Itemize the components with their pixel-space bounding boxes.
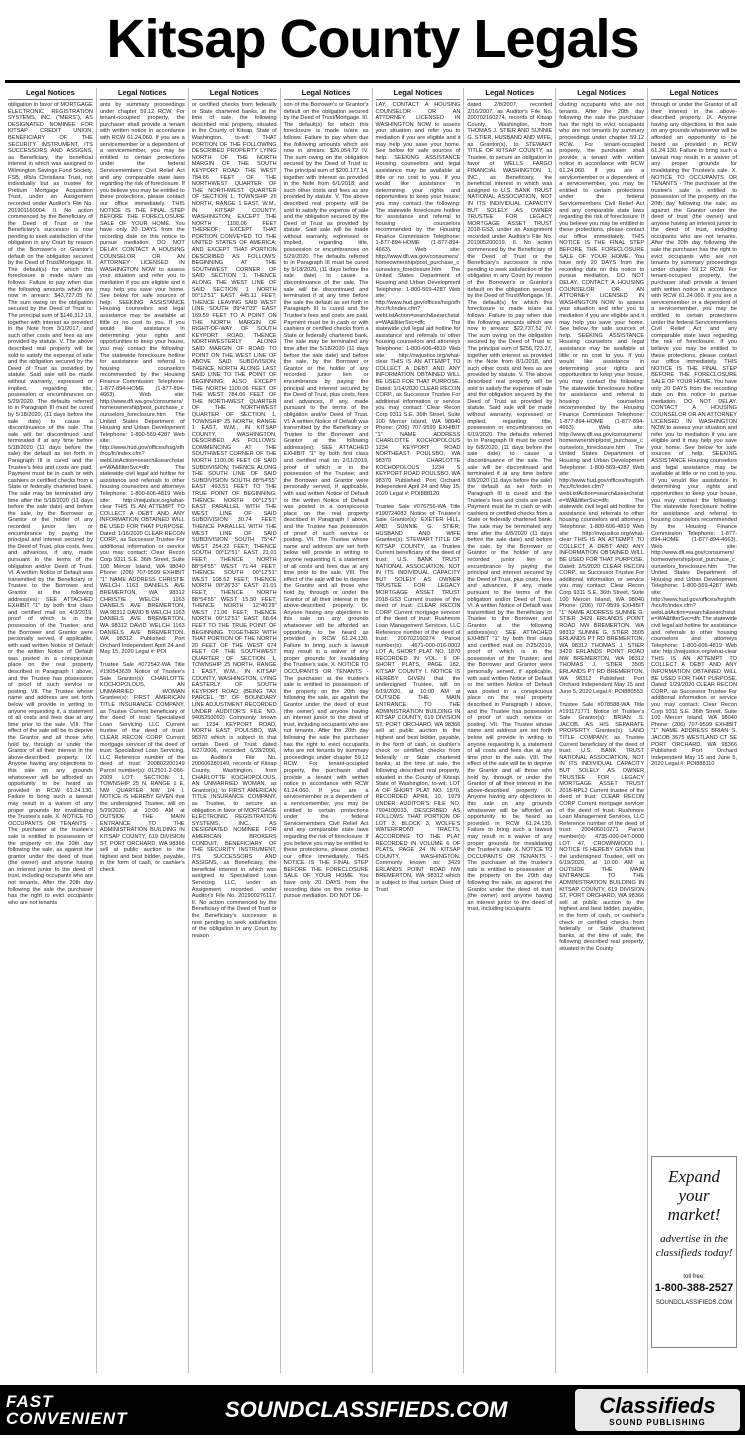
column-6 [464,88,556,1373]
column-text: through or under the Grantor of all their interest in the above-described property. IX. Anyone having any objections to this sale on any grounds whatsoever will be afforded an opportunity to be heard as provided in RCW 61.24.130. Failure to bring such a lawsuit may result in a waiver of any proper grounds for invalidating the Trustee's sale. X. NOTICE TO OCCUPANTS OR TENANTS - The purchaser at the trustee's sale is entitled to possession of the property on the 20th day following the sale, as against the Grantor under the deed of trust (the owner) and anyone having an interest junior to the deed of trust, including occupants who are not tenants. After the 20th day following the sale the purchaser has the right to evict occupants who are not tenants by summary proceedings under chapter 59.12 RCW. For tenant-occupied property, the purchaser shall provide a tenant with written notice in accordance with RCW 61.24.060. If you are a servicemember or a dependent of a servicemember, you may be entitled to certain protections under the federal Servicemembers Civil Relief Act and any comparable state laws regarding the risk of foreclosure. If you believe you may be entitled to these protections, please contact our office immediately. THIS NOTICE IS THE FINAL STEP BEFORE THE FORECLOSURE SALE OF YOUR HOME. You have only 20 DAYS from the recording date on this notice to pursue mediation. DO NOT DELAY. CONTACT A HOUSING COUNSELOR OR AN ATTORNEY LICENSED IN WASHINGTON NOW to assess your situation and refer you to mediation if you are eligible and it may help you save your home. See below for safe sources of help. SEEKING ASSISTANCE Housing counselors and legal assistance may be available at little or no cost to you. If you would like assistance in determining your rights and opportunities to keep your house, you may contact the following: The statewide foreclosure hotline for assistance and referral to housing counselors recommended by the Housing Finance Commission Telephone: 1-877-894-HOME (1-877-894-4663). Web site: http://www.dfi.wa.gov/consumers/homeownership/post_purchase_counselors_foreclosure.htm The United States Department of Housing and Urban Development Telephone: 1-800-569-4287 Web site: http://www.hud.gov/offices/hsg/sfh/hcc/fc/index.cfm?webListAction=search&searchstate=WA&filterSvc=dfc The statewide civil legal aid hotline for assistance and referrals to other housing counselors and attorneys Telephone: 1-800-606-4819 Web site: http://nwjustice.org/what-clear THIS IS AN ATTEMPT TO COLLECT A DEBT AND ANY INFORMATION OBTAINED WILL BE USED FOR THAT PURPOSE. Dated: 1/29/2020 CLEAR RECON CORP., as Successor Trustee For additional information or service you may contact: Clear Recon Corp 9311 S.E. 36th Street, Suite 100 Mercer Island, WA 98040 Phone: (206) 707-9599 EXHIBIT "1" NAME ADDRESS BRIAN S. JACOB 3675 WESTLAND CT SE PORT ORCHARD, WA 98366 Published: Port Orchard Independent May 15 and June 5, 2020 Legal #: POI888110 [651,102,739,768]
promo-headline: Expand your market! [667,1167,721,1224]
promo-tollfree-label: toll free: [683,1274,705,1280]
column-heading: Legal Notices [467,88,552,100]
banner-right-line2: SOUND PUBLISHING [609,1417,706,1427]
classifieds-promo-box[interactable] [651,1156,737,1348]
column-heading: Legal Notices [284,88,369,100]
title-divider [5,80,740,83]
column-text: cluding occupants who are not tenants. After the 20th day following the sale the purchaser has the right to evict occupants who are not tenants by summary proceedings under chapter 59.12 RCW. For tenant-occupied property, the purchaser shall provide a tenant with written notice in accordance with RCW 61.24.060. If you are a servicemember or a dependent of a servicemember, you may be entitled to certain protections under the federal Servicemembers Civil Relief Act and any comparable state laws regarding the risk of foreclosure. If you believe you may be entitled to these protections, please contact our office immediately. THIS NOTICE IS THE FINAL STEP BEFORE THE FORECLOSURE SALE OF YOUR HOME. You have only 20 DAYS from the recording date on this notice to pursue mediation. DO NOT DELAY. CONTACT A HOUSING COUNSELOR OR AN ATTORNEY LICENSED IN WASHINGTON NOW to assess your situation and refer you to mediation if you are eligible and it may help you save your home. See below for safe sources of help. SEEKING ASSISTANCE Housing counselors and legal assistance may be available at little or no cost to you. If you would like assistance in determining your rights and opportunities to keep your house, you may contact the following: The statewide foreclosure hotline for assistance and referral to housing counselors recommended by the Housing Finance Commission Telephone: 1-877-894-HOME (1-877-894-4663). Web site: http://www.dfi.wa.gov/consumers/homeownership/post_purchase_counselors_foreclosure.htm The United States Department of Housing and Urban Development Telephone: 1-800-569-4287 Web site: http://www.hud.gov/offices/hsg/sfh/hcc/fc/index.cfm?webListAction=search&searchstate=WA&filterSvc=dfc The statewide civil legal aid hotline for assistance and referrals to other housing counselors and attorneys Telephone: 1-800-606-4819 Web site: http://nwjustice.org/what-clear THIS IS AN ATTEMPT TO COLLECT A DEBT AND ANY INFORMATION OBTAINED WILL BE USED FOR THAT PURPOSE. Dated: 2/5/2020 CLEAR RECON CORP., as Successor Trustee For additional information or service you may contact: Clear Recon Corp 9311 S.E. 36th Street, Suite 100 Mercer Island, WA 98040 Phone: (206) 707-9599 EXHIBIT "1" NAME ADDRESS SUNNIE G. STIER 3429 ERLANDS POINT ROAD NW BREMERTON, WA 98312 SUNNIE G. STIER 3505 ERLANDS PT RD BREMERTON, WA 98312 THOMAS J. STIER 3429 ERLANDS POINT ROAD NW BREMERTON, WA 98312 THOMAS J. STIER 3505 ERLANDS PT RD BREMERTON, WA 98312 Published: Port Orchard Independent May 15 and June 5, 2020 Legal #: POI880553 Trustee Sale #078588-WA Title #191171771 Notice of Trustee's Sale Grantor(s): BRIAN S. JACOB, AS HIS SEPARATE PROPERTY Grantee(s): LAND TITLE COMPANY, as Trustee Current beneficiary of the deed of trust: U.S. BANK TRUST NATIONAL ASSOCIATION, NOT IN ITS INDIVIDUAL CAPACITY BUT SOLELY AS OWNER TRUSTEE FOR LEGACY MORTGAGE ASSET TRUST 2018-RPL2 Current trustee of the deed of trust: CLEAR RECON CORP Current mortgage servicer of the deed of trust: Rushmore Loan Management Services, LLC Reference number of the deed of trust: 200406010271 Parcel number(s): 4735-000-047-0000 LOT 47, CROWNWOOD I. NOTICE IS HEREBY GIVEN that the undersigned Trustee, will on 6/19/2020, at 10:00 AM at OUTSIDE THE MAIN ENTRANCE TO THE ADMINISTRATION BUILDING IN KITSAP COUNTY, 619 DIVISION ST, PORT ORCHARD, WA 98366 sell at public auction to the highest and best bidder, payable, in the form of cash, or cashier's check or certified checks from federally or State chartered banks, at the time of sale, the following described real property, situated in the County [559,102,645,952]
column-text: or certified checks from federally or State chartered banks, at the time of sale, the following described real property, situated in the County of Kitsap, State of Washington, to-wit: THAT PORTION OF THE FOLLOWING DESCRIBED PROPERTY LYING NORTH OF THE NORTH MARGIN OF THE SOUTH KEYPORT ROAD: THE WEST 784.66 FEET OF THE NORTHWEST QUARTER OF THE NORTHWEST QUARTER OF SECTION 1, TOWNSHIP 25 NORTH, RANGE 1 EAST, W.M., IN KITSAP COUNTY, WASHINGTON; EXCEPT THE NORTH 1100.06 FEET THEREOF; EXCEPT THAT PORTION CONVEYED TO THE UNITED STATES OF AMERICA; AND EXCEPT THAT PORTION DESCRIBED AS FOLLOWS: BEGINNING AT THE SOUTHWEST CORNER OF SAID SECTION 1; THENCE ALONG THE WEST LINE OF SAID SECTION 1 NORTH 00°12'51" EAST 445.11 FEET; THENCE LEAVING SAID WEST LINE SOUTH 89°47'09" EAST 169.59 FEET TO A POINT ON THE NORTH MARGIN OF RIGHT-OF-WAY OF SOUTH KEYPORT ROAD; THENCE NORTHWESTERLY ALONG SAID MARGIN OF ROAD TO POINT ON THE WEST LINE OF ABOVE SAID SUBDIVISION; THENCE NORTH ALONG LAST SAID LINE TO THE POINT OF BEGINNING; ALSO EXCEPT THE NORTH 1100.06 FEET OF THE WEST 784.66 FEET OF THE NORTHWEST QUARTER OF THE NORTHWEST QUARTER OF SECTION 1, TOWNSHIP 25 NORTH, RANGE 1 EAST, W.M., IN KITSAP COUNTY, WASHINGTON, DESCRIBED AS FOLLOWS: COMMENCING AT THE SOUTHWEST CORNER OF THE NORTH 1100.06 FEET OF SAID SUBDIVISION; THENCE ALONG THE SOUTH LINE OF SAID SUBDIVISION SOUTH 88°54'55" EAST 493.51 FEET TO THE TRUE POINT OF BEGINNING; THENCE NORTH 00°12'51" EAST PARALLEL WITH THE WEST LINE OF SAID SUBDIVISION 30.74 FEET; THENCE PARALLEL WITH THE WEST LINE OF SAID SUBDIVISION SOUTH 75°47' WEST 254.22 FEET; THENCE SOUTH 00°12'51" EAST 21.01 FEET; THENCE NORTH 88°54'55" WEST 71.44 FEET; THENCE SOUTH 00°12'51" WEST 108.52 FEET; THENCE NORTH 00°26'33" EAST 21.01 FEET; THENCE NORTH 88°54'55" WEST 15.50 FEET; THENCE NORTH 12°40'29" WEST 71.06 FEET; THENCE NORTH 00°12'51" EAST 68.64 FEET TO THE TRUE POINT OF BEGINNING. TOGETHER WITH THAT PORTION OF THE NORTH 20 FEET OF THE WEST 674 FEET OF THE SOUTHWEST QUARTER OF SECTION 1, TOWNSHIP 25 NORTH, RANGE 1 EAST, W.M., IN KITSAP COUNTY, WASHINGTON, LYING EASTERLY OF SOUTH KEYPORT ROAD; (BEING TAX PARCEL "B" OF BOUNDARY LINE ADJUSTMENT RECORDED UNDER AUDITOR'S FILE NO. 9405250092) Commonly known as: 1234 KEYPORT ROAD, NORTH EAST POULSBO, WA 98370 which is subject to that certain Deed of Trust dated 6/27/2006, recorded 6/28/2006, as Auditor's File No. 200606280149, records of Kitsap County, Washington, from CHARLOTTE KOCHOPOLOUS, AN UNMARRIED WOMAN, as Grantor(s), to FIRST AMERICAN TITLE INSURANCE COMPANY, as Trustee, to secure an obligation in favor of MORTGAGE ELECTRONIC REGISTRATION SYSTEMS, INC., AS DESIGNATED NOMINEE FOR AMERICAN BROKERS CONDUIT, BENEFICIARY OF THE SECURITY INSTRUMENT, ITS SUCCESSORS AND ASSIGNS, as Beneficiary, the beneficial interest in which was assigned to Specialized Loan Servicing LLC, under an Assignment recorded under Auditor's File No. 201900276117. II. No action commenced by the Beneficiary of the Deed of Trust or the Beneficiary's successor is now pending to seek satisfaction of the obligation in any Court by reason [191,102,279,939]
column-4 [281,88,373,1373]
column-text: LAY. CONTACT A HOUSING COUNSELOR OR AN ATTORNEY LICENSED IN WASHINGTON NOW to assess your situation and refer you to mediation if you are eligible and it may help you save your home. See below for safe sources of help. SEEKING ASSISTANCE Housing counselors and legal assistance may be available at little or no cost to you. If you would like assistance in determining your rights and opportunities to keep your house, you may contact the following: The statewide foreclosure hotline for assistance and referral to housing counselors recommended by the Housing Finance Commission Telephone: 1-877-894-HOME (1-877-894-4663). Web site: http://www.dfi.wa.gov/consumers/homeownership/post_purchase_counselors_foreclosure.htm The United States Department of Housing and Urban Development Telephone: 1-800-569-4287 Web site: http://www.hud.gov/offices/hsg/sfh/hcc/fc/index.cfm?webListAction=search&searchstate=WA&filterSvc=dfc The statewide civil legal aid hotline for assistance and referrals to other housing counselors and attorneys Telephone: 1-800-606-4819 Web site: http://nwjustice.org/what-clear THIS IS AN ATTEMPT TO COLLECT A DEBT AND ANY INFORMATION OBTAINED WILL BE USED FOR THAT PURPOSE. Dated: 1/14/2020 CLEAR RECON CORP., as Successor Trustee For additional information or service you may contact: Clear Recon Corp 9311 S.E. 36th Street, Suite 100 Mercer Island, WA 98040 Phone: (206) 707-9599 EXHIBIT "1" NAME ADDRESS CHARLOTTE KOCHOPOLOUS 1234 KEYPORT ROAD NORTHEAST POULSBO, WA 98370 CHARLOTTE KOCHOPOLOUS 1234 S KEYPORT ROAD POULSBO, WA 98370 Published: Port Orchard Independent April 24 and May 15, 2020 Legal #: POI888120 Trustee Sale #076756-WA Title #190724083 Notice of Trustee's Sale Grantor(s): EXETER HILL, AND SUNNIE G. STIER, HUSBAND AND WIFE Grantee(s): STEWART TITLE OF KITSAP COUNTY, as Trustee Current beneficiary of the deed of trust: U.S. BANK TRUST NATIONAL ASSOCIATION, NOT IN ITS INDIVIDUAL CAPACITY BUT SOLELY AS OWNER TRUSTEE FOR LEGACY MORTGAGE ASSET TRUST 2018-GS3 Current trustee of the deed of trust: CLEAR RECON CORP Current mortgage servicer of the deed of trust: Rushmore Loan Management Services, LLC Reference number of the deed of trust: 200702160274 Parcel number(s): 4671-000-016-0002 LOT A, SHORT PLAT NO. 1870 RECORDED IN VOL. 6 OF SHORT PLATS, PAGE 182, KITSAP COUNTY I. NOTICE IS HEREBY GIVEN that the undersigned Trustee, will on 6/19/2020, at 10:00 AM at OUTSIDE THE MAIN ENTRANCE TO THE ADMINISTRATION BUILDING IN KITSAP COUNTY, 619 DIVISION ST, PORT ORCHARD, WA 98366 sell at public auction to the highest and best bidder, payable, in the form of cash, or cashier's check or certified checks from federally or State chartered banks, at the time of sale, the following described real property, situated in the County of Kitsap, State of Washington, to-wit: LOT A OF SHORT PLAT NO. 1870, RECORDED APRIL 10, 1979 UNDER AUDITOR'S FILE NO. 7904100033, DESCRIBED AS FOLLOWS: THAT PORTION OF LOT 3, BLOCK 3, WOLFE'S WATERFRONT TRACTS, ACCORDING TO THE PLAT RECORDED IN VOLUME 6 OF PLATS, PAGE 24 IN KITSAP COUNTY, WASHINGTON. Commonly known as: 3429 ERLANDS POINT ROAD NW BREMERTON, WA 98312 which is subject to that certain Deed of Trust [375,102,461,893]
column-1 [5,88,97,1373]
legal-notices-grid [5,88,740,1373]
column-heading: Legal Notices [376,88,461,100]
banner-middle-text: SOUNDCLASSIFIEDS.COM [225,1397,508,1422]
column-text: obligation in favor of MORTGAGE ELECTRONIC REGISTRATION SYSTEMS, INC. ("MERS"), AS DESIGNATED NOMINEE FOR KITSAP CREDIT UNION, BENEFICIARY OF THE SECURITY INSTRUMENT, ITS SUCCESSORS AND ASSIGNS, as Beneficiary, the beneficial interest in which was assigned to Wilmington Savings Fund Society, FSB, d/b/a Christiana Trust, not individually but as trustee for Pretium Mortgage Acquisition Trust, under an Assignment recorded under Auditor's File No. 201901160004. II. No action commenced by the Beneficiary of the Deed of Trust or the Beneficiary's successor is now pending to seek satisfaction of the obligation in any Court by reason of the Borrower's or Grantor's default on the obligation secured by the Deed of Trust/Mortgage. III. The default(s) for which this foreclosure is made is/are as follows: Failure to pay when due the following amounts which are now in arrears: $43,727.05 IV. The sum owing on the obligation secured by the Deed of Trust is: The principal sum of $146,312.19, together with interest as provided in the Note from 3/1/2017, and such other costs and fees as are provided by statute. V. The above described real property will be sold to satisfy the expense of sale and the obligation secured by the Deed of Trust as provided by statute. Said sale will be made without warranty, expressed or implied, regarding title, possession or encumbrances on 5/29/2020. The defaults referred to in Paragraph III must be cured by 5/18/2020, (11 days before the sale date) to cause a discontinuance of the sale. The sale will be discontinued and terminated if at any time before 5/18/2020 (11 days before the sale) the default as set forth in Paragraph III is cured and the Trustee's fees and costs are paid. Payment must be in cash or with cashiers or certified checks from a State or federally chartered bank. The sale may be terminated any time after the 5/18/2020 (11 days before the sale date) and before the sale, by the Borrower or Grantor or the holder of any recorded junior lien or encumbrance by paying the principal and interest secured by the Deed of Trust, plus costs, fees and advances, if any, made pursuant to the terms of the obligation and/or Deed of Trust. VI. A written Notice of Default was transmitted by the Beneficiary or Trustee to the Borrower and Grantor at the following address(es): SEE ATTACHED EXHIBIT "1" by both first class and certified mail on 4/3/2019, proof of which is in the possession of the Trustee; and the Borrower and Grantor were personally served, if applicable, with said written Notice of Default or the written Notice of Default was posted in a conspicuous place on the real property described in Paragraph I above, and the Trustee has possession of proof of such service or posting. VII. The Trustee whose name and address are set forth below will provide in writing to anyone requesting it, a statement of all costs and fees due at any time prior to the sale. VIII. The effect of the sale will be to deprive the Grantor and all those who hold by, through or under the Grantor of all their interest in the above-described property. IX. Anyone having any objections to this sale on any grounds whatsoever will be afforded an opportunity to be heard as provided in RCW 61.24.130. Failure to bring such a lawsuit may result in a waiver of any proper grounds for invalidating the Trustee's sale. X. NOTICE TO OCCUPANTS OR TENANTS - The purchaser at the trustee's sale is entitled to possession of the property on the 20th day following the sale, as against the grantor under the deed of trust (the owner) and anyone having an interest junior to the deed of trust, including occupants who are not tenants. After the 20th day following the sale the purchaser has the right to evict occupants who are not tenants [8,102,95,906]
banner-left-line1: FAST [6,1392,54,1411]
promo-phone[interactable]: 1-800-388-2527 [654,1282,734,1294]
column-heading: Legal Notices [8,88,93,100]
column-text: ants by summary proceedings under chapter 59.12 RCW. For tenant-occupied property, the purchaser shall provide a tenant with written notice in accordance with RCW 61.24.060. If you are a servicemember or a dependent of a servicemember, you may be entitled to certain protections under the federal Servicemembers Civil Relief Act and any comparable state laws regarding the risk of foreclosure. If you believe you may be entitled to these protections, please contact our office immediately. THIS NOTICE IS THE FINAL STEP BEFORE THE FORECLOSURE SALE OF YOUR HOME. You have only 20 DAYS from the recording date on this notice to pursue mediation. DO NOT DELAY. CONTACT A HOUSING COUNSELOR OR AN ATTORNEY LICENSED IN WASHINGTON NOW to assess your situation and refer you to mediation if you are eligible and it may help you save your home. See below for safe sources of help. SEEKING ASSISTANCE Housing counselors and legal assistance may be available at little or no cost to you. If you would like assistance in determining your rights and opportunities to keep your house, you may contact the following: The statewide foreclosure hotline for assistance and referral to housing counselors recommended by the Housing Finance Commission: Telephone: 1-877-894-HOME (1-877-894-4663). Web site: http://www.dfi.wa.gov/consumers/homeownership/post_purchase_counselors_foreclosure.htm The United States Department of Housing and Urban Development Telephone: 1-800-569-4287 Web site: http://www.hud.gov/offices/hsg/sfh/hcc/fc/index.cfm?webListAction=search&searchstate=WA&filterSvc=dfc The statewide civil legal aid hotline for assistance and referrals to other housing counselors and attorneys Telephone: 1-800-606-4819 Web site: http://nwjustice.org/what-clear THIS IS AN ATTEMPT TO COLLECT A DEBT AND ANY INFORMATION OBTAINED WILL BE USED FOR THAT PURPOSE. Dated: 1/16/2020 CLEAR RECON CORP., as Successor Trustee For additional information or service you may contact: Clear Recon Corp 9311 S.E. 36th Street, Suite 100 Mercer Island, WA 98040 Phone: (206) 707-9599 EXHIBIT "1" NAME ADDRESS CHRISTIE WELCH 1163 DANIELS AVE BREMERTON, WA 98312 CHRISTIE WELCH 1163 DANIELS AVE BREMERTON, WA 98312 DAVID B WELCH 1163 DANIELS AVE BREMERTON, WA 98312 DAVID WELCH 1163 DANIELS AVE BREMERTON, WA 98312 Published: Port Orchard Independent April 24 and May 15, 2020 Legal #: POI Trustee Sale #072542-WA Title #190543639 Notice of Trustee's Sale Grantor(s): CHARLOTTE KOCHOPOLOUS, AN UNMARRIED WOMAN Grantee(s): FIRST AMERICAN TITLE INSURANCE COMPANY, as Trustee Current beneficiary of the deed of trust: Specialized Loan Servicing LLC Current trustee of the deed of trust: CLEAR RECON CORP Current mortgage servicer of the deed of trust: Specialized Loan Servicing, LLC Reference number of the deed of trust: 200802200149 Parcel number(s): 012501-2-066-2009 LOT: SECTION: 1, TOWNSHIP 25 N, RANGE 1 E, NW QUARTER NW 1/4 I. NOTICE IS HEREBY GIVEN that the undersigned Trustee, will on 5/29/2020, at 10:00 AM at OUTSIDE THE MAIN ENTRANCE TO THE ADMINISTRATION BUILDING IN KITSAP COUNTY, 619 DIVISION ST, PORT ORCHARD, WA 98366 sell at public auction to the highest and best bidder, payable, in the form of cash, or cashier's check [99,102,185,873]
footer-banners [0,1385,745,1435]
column-7 [556,88,648,1373]
column-8 [648,88,740,1373]
column-text: son of the Borrower's or Grantor's default on the obligation secured by the Deed of Trust/Mortgage. III. The default(s) for which this foreclosure is made is/are as follows: Failure to pay when due the following amounts which are now in arrears: $26,054.72 IV. The sum owing on the obligation secured by the Deed of Trust is: The principal sum of $200,177.14, together with interest as provided in the Note from 6/1/2018, and such other costs and fees as are provided by statute. V. The above described real property will be sold to satisfy the expense of sale and the obligation secured by the Deed of Trust as provided by statute. Said sale will be made without warranty, expressed or implied, regarding title, possession or encumbrances on 5/29/2020. The defaults referred to in Paragraph III must be cured by 5/18/2020, (11 days before the sale date) to cause a discontinuance of the sale. The sale will be discontinued and terminated if at any time before the sale the default as set forth in Paragraph III is cured and the Trustee's fees and costs are paid. Payment must be in cash or with cashiers or certified checks from a State or federally chartered bank. The sale may be terminated any time after the 5/18/2020 (11 days before the sale date) and before the sale, by the Borrower or Grantor or the holder of any recorded junior lien or encumbrance by paying the principal and interest secured by the Deed of Trust, plus costs, fees and advances, if any, made pursuant to the terms of the obligation and/or Deed of Trust. VI. A written Notice of Default was transmitted by the Beneficiary or Trustee to the Borrower and Grantor at the following address(es): SEE ATTACHED EXHIBIT "1" by both first class and certified mail on 2/11/2019, proof of which is in the possession of the Trustee; and the Borrower and Grantor were personally served, if applicable, with said written Notice of Default or the written Notice of Default was posted in a conspicuous place on the real property described in Paragraph I above, and the Trustee has possession of proof of such service or posting. VII. The Trustee whose name and address are set forth below will provide in writing to anyone requesting it, a statement of all costs and fees due at any time prior to the sale. VIII. The effect of the sale will be to deprive the Grantor and all those who hold by, through or under the Grantor of all their interest in the above-described property. IX. Anyone having any objections to this sale on any grounds whatsoever will be afforded an opportunity to be heard as provided in RCW 61.24.130. Failure to bring such a lawsuit may result in a waiver of any proper grounds for invalidating the Trustee's sale. X. NOTICE TO OCCUPANTS OR TENANTS - The purchaser at the trustee's sale is entitled to possession of the property on the 20th day following the sale, as against the Grantor under the deed of trust (the owner) and anyone having an interest junior to the deed of trust, including occupants who are not tenants. After the 20th day following the sale the purchaser has the right to evict occupants who are not tenants by summary proceedings under chapter 59.12 RCW. For tenant-occupied property, the purchaser shall provide a tenant with written notice in accordance with RCW 61.24.060. If you are a servicemember or a dependent of a servicemember, you may be entitled to certain protections under the federal Servicemembers Civil Relief Act and any comparable state laws regarding the risk of foreclosure. If you believe you may be entitled to these protections, please contact our office immediately. THIS NOTICE IS THE FINAL STEP BEFORE THE FORECLOSURE SALE OF YOUR HOME. You have only 20 DAYS from the recording date on this notice to pursue mediation. DO NOT DE- [283,102,371,900]
promo-url[interactable]: SOUNDCLASSIFIEDS.COM [655,1300,733,1306]
page-title: Kitsap County Legals [106,9,639,69]
promo-subline: advertise in the classifieds today! [655,1233,733,1259]
masthead [0,0,745,78]
column-heading: Legal Notices [559,88,644,100]
column-3 [189,88,281,1373]
soundclassifieds-banner[interactable] [225,1385,555,1435]
column-heading: Legal Notices [651,88,737,100]
banner-right-line1: Classifieds [599,1392,716,1418]
column-heading: Legal Notices [192,88,277,100]
classifieds-logo-banner[interactable] [575,1389,740,1431]
column-2 [97,88,189,1373]
column-5 [373,88,465,1373]
fast-convenient-banner[interactable] [6,1385,211,1435]
banner-left-line2: CONVENIENT [6,1409,128,1428]
column-heading: Legal Notices [100,88,185,100]
column-text: dated 2/8/2007, recorded 2/16/2007, as Auditor's File No. 200702160274, records of Kitsap County, Washington, from THOMAS J. STIER AND SUNNIE G. STIER, HUSBAND AND WIFE, as Grantor(s), to STEWART TITLE OF KITSAP COUNTY, as Trustee, to secure an obligation in favor of WELLS FARGO FINANCIAL WASHINGTON 1, INC., as Beneficiary, the beneficial interest in which was assigned to U.S. BANK TRUST NATIONAL ASSOCIATION, NOT IN ITS INDIVIDUAL CAPACITY BUT SOLELY AS OWNER TRUSTEE FOR LEGACY MORTGAGE ASSET TRUST 2018-GS3, under an Assignment recorded under Auditor's File No. 201905200019. II. No action commenced by the Beneficiary of the Deed of Trust or the Beneficiary's successor is now pending to seek satisfaction of the obligation in any Court by reason of the Borrower's or Grantor's default on the obligation secured by the Deed of Trust/Mortgage. III. The default(s) for which this foreclosure is made is/are as follows: Failure to pay when due the following amounts which are now in arrears: $22,737.52 IV. The sum owing on the obligation secured by the Deed of Trust is: The principal sum of $256,723.27, together with interest as provided in the Note from 8/1/2018, and such other costs and fees as are provided by statute. V. The above described real property will be sold to satisfy the expense of sale and the obligation secured by the Deed of Trust as provided by statute. Said sale will be made without warranty, expressed or implied, regarding title, possession or encumbrances on 6/19/2020. The defaults referred to in Paragraph III must be cured by 6/8/2020, (11 days before the sale date) to cause a discontinuance of the sale. The sale will be discontinued and terminated if at any time before 6/8/2020 (11 days before the sale) the default as set forth in Paragraph III is cured and the Trustee's fees and costs are paid. Payment must be in cash or with cashiers or certified checks from a State or federally chartered bank. The sale may be terminated any time after the 6/8/2020 (11 days before the sale date) and before the sale, by the Borrower or Grantor or the holder of any recorded junior lien or encumbrance by paying the principal and interest secured by the Deed of Trust, plus costs, fees and advances, if any, made pursuant to the terms of the obligation and/or Deed of Trust. VI. A written Notice of Default was transmitted by the Beneficiary or Trustee to the Borrower and Grantor at the following address(es): SEE ATTACHED EXHIBIT "1" by both first class and certified mail on 2/25/2019, proof of which is in the possession of the Trustee; and the Borrower and Grantor were personally served, if applicable, with said written Notice of Default or the written Notice of Default was posted in a conspicuous place on the real property described in Paragraph I above, and the Trustee has possession of proof of such service or posting. VII. The Trustee whose name and address are set forth below will provide in writing to anyone requesting it, a statement of all costs and fees due at any time prior to the sale. VIII. The effect of the sale will be to deprive the Grantor and all those who hold by, through or under the Grantor of all their interest in the above-described property. IX. Anyone having any objections to this sale on any grounds whatsoever will be afforded an opportunity to be heard as provided in RCW 61.24.130. Failure to bring such a lawsuit may result in a waiver of any proper grounds for invalidating the Trustee's sale. X. NOTICE TO OCCUPANTS OR TENANTS - The purchaser at the trustee's sale is entitled to possession of the property on the 20th day following the sale, as against the Grantor under the deed of trust (the owner) and anyone having an interest junior to the deed of trust, including occupants [467,102,554,913]
